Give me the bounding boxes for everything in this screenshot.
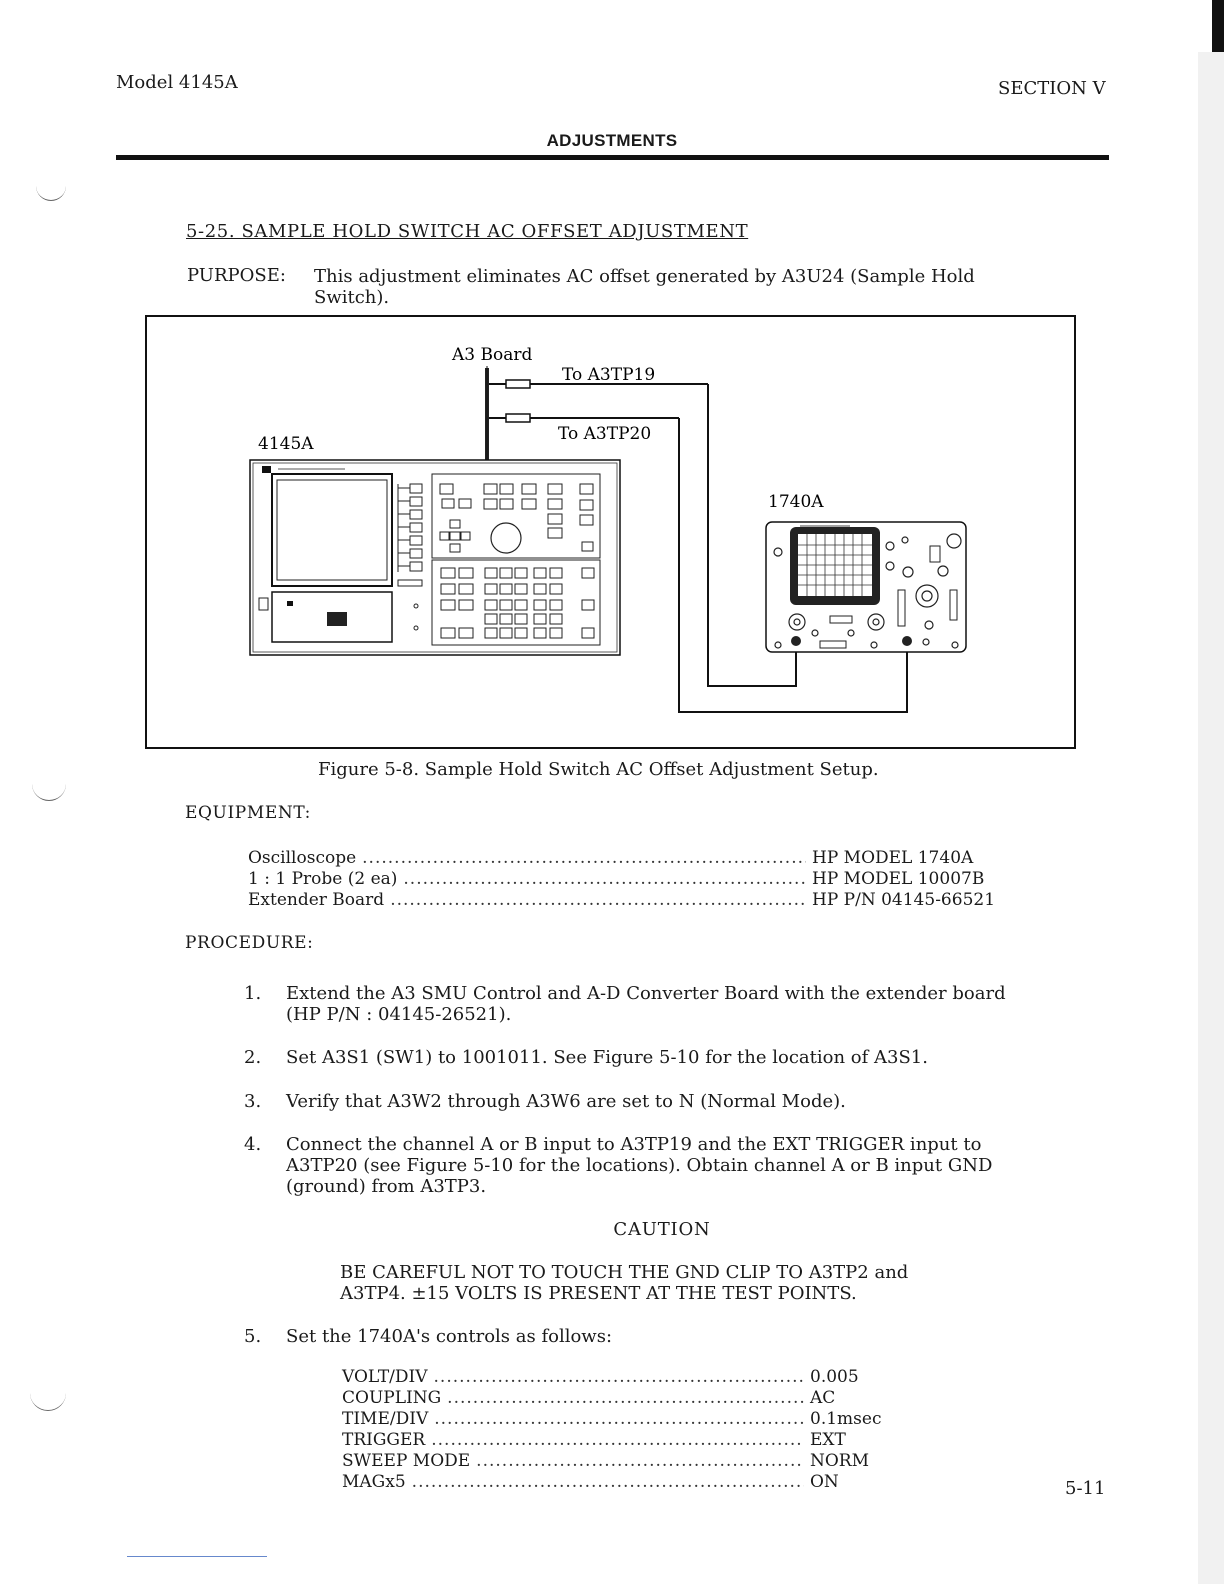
- equipment-item-name: Oscilloscope: [248, 848, 357, 868]
- purpose-label: PURPOSE:: [187, 265, 286, 286]
- oscilloscope-label: 1740A: [768, 492, 824, 512]
- equipment-list: [248, 848, 1024, 911]
- step-number: 1.: [244, 983, 262, 1004]
- equipment-item: [248, 848, 1024, 869]
- equipment-item-name: Extender Board: [248, 890, 385, 910]
- equipment-item-value: HP MODEL 1740A: [812, 848, 974, 868]
- control-setting: [342, 1367, 890, 1388]
- caution-title: CAUTION: [613, 1219, 711, 1240]
- control-value: EXT: [810, 1430, 846, 1450]
- purpose-text-line1: This adjustment eliminates AC offset generated by A3U24 (Sample Hold: [314, 266, 975, 287]
- control-name: TIME/DIV: [342, 1409, 429, 1429]
- leader-dots: [403, 869, 806, 890]
- leader-dots: [447, 1388, 804, 1409]
- tp19-label: To A3TP19: [562, 365, 656, 385]
- probe-tp20: [489, 414, 679, 422]
- equipment-item-value: HP MODEL 10007B: [812, 869, 985, 889]
- analyzer-label: 4145A: [258, 434, 314, 454]
- binder-hole-mark: [32, 780, 66, 801]
- control-name: VOLT/DIV: [342, 1367, 428, 1387]
- step-number: 5.: [244, 1326, 262, 1347]
- equipment-label: EQUIPMENT:: [185, 803, 311, 823]
- step-2-line1: Set A3S1 (SW1) to 1001011. See Figure 5-10 for the location of A3S1.: [286, 1047, 928, 1068]
- equipment-item: [248, 869, 1024, 890]
- equipment-item: [248, 890, 1024, 911]
- equipment-item-name: 1 : 1 Probe (2 ea): [248, 869, 398, 889]
- step-3-line1: Verify that A3W2 through A3W6 are set to N (Normal Mode).: [286, 1091, 846, 1112]
- model-header: Model 4145A: [116, 72, 238, 93]
- controls-list: [342, 1367, 890, 1493]
- step-4-line2: A3TP20 (see Figure 5-10 for the locations). Obtain channel A or B input GND: [286, 1155, 993, 1176]
- section-header: SECTION V: [998, 78, 1106, 99]
- control-name: MAGx5: [342, 1472, 406, 1492]
- control-value: AC: [810, 1388, 836, 1408]
- step-1-line2: (HP P/N : 04145-26521).: [286, 1004, 512, 1025]
- figure-caption: Figure 5-8. Sample Hold Switch AC Offset Adjustment Setup.: [318, 759, 879, 780]
- a3-board-label: A3 Board: [452, 345, 533, 365]
- caution-line1: BE CAREFUL NOT TO TOUCH THE GND CLIP TO A3TP2 and: [340, 1262, 909, 1283]
- step-4-line3: (ground) from A3TP3.: [286, 1176, 487, 1197]
- step-5-line1: Set the 1740A's controls as follows:: [286, 1326, 613, 1347]
- step-number: 3.: [244, 1091, 262, 1112]
- step-1-line1: Extend the A3 SMU Control and A-D Converter Board with the extender board: [286, 983, 1006, 1004]
- caution-line2: A3TP4. ±15 VOLTS IS PRESENT AT THE TEST POINTS.: [340, 1283, 857, 1304]
- leader-dots: [431, 1430, 804, 1451]
- control-value: 0.1msec: [810, 1409, 882, 1429]
- tp20-label: To A3TP20: [558, 424, 652, 444]
- control-setting: [342, 1451, 890, 1472]
- analyzer-4145a: [250, 460, 620, 655]
- control-setting: [342, 1409, 890, 1430]
- scan-line: [127, 1556, 267, 1557]
- control-value: ON: [810, 1472, 839, 1492]
- step-number: 2.: [244, 1047, 262, 1068]
- scan-edge: [1212, 0, 1224, 52]
- setup-figure: [0, 0, 1224, 760]
- step-number: 4.: [244, 1134, 262, 1155]
- control-setting: [342, 1472, 890, 1493]
- control-setting: [342, 1388, 890, 1409]
- leader-dots: [390, 890, 806, 911]
- step-4-line1: Connect the channel A or B input to A3TP19 and the EXT TRIGGER input to: [286, 1134, 982, 1155]
- binder-hole-mark: [30, 1392, 66, 1411]
- page-title: ADJUSTMENTS: [546, 131, 678, 150]
- control-value: 0.005: [810, 1367, 859, 1387]
- leader-dots: [362, 848, 806, 869]
- scan-edge-shade: [1198, 52, 1224, 1584]
- procedure-label: PROCEDURE:: [185, 933, 314, 953]
- section-heading: 5-25. SAMPLE HOLD SWITCH AC OFFSET ADJUSTMENT: [186, 221, 749, 242]
- leader-dots: [412, 1472, 804, 1493]
- leader-dots: [476, 1451, 804, 1472]
- equipment-item-value: HP P/N 04145-66521: [812, 890, 996, 910]
- page-number: 5-11: [1065, 1478, 1106, 1499]
- control-setting: [342, 1430, 890, 1451]
- a3-board: [485, 366, 489, 464]
- leader-dots: [434, 1409, 804, 1430]
- oscilloscope-1740a: [766, 522, 966, 652]
- control-value: NORM: [810, 1451, 870, 1471]
- control-name: COUPLING: [342, 1388, 442, 1408]
- control-name: SWEEP MODE: [342, 1451, 471, 1471]
- purpose-text-line2: Switch).: [314, 287, 390, 308]
- control-name: TRIGGER: [342, 1430, 426, 1450]
- leader-dots: [434, 1367, 804, 1388]
